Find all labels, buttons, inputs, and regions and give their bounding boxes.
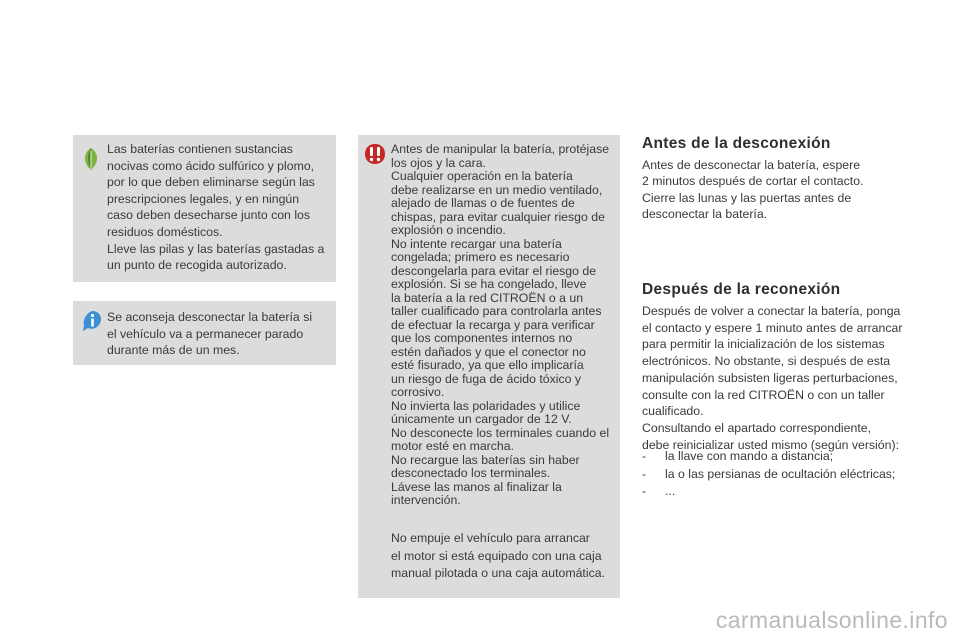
recycling-note-text: Las baterías contienen sustancias nocivas como ácido sulfúrico y plomo, por lo que deben eliminarse según las prescripciones legales, y en ningún caso deben desecharse junto con los residuos domésticos. Lleve las pilas y las baterías gastadas a un punto de recogida autorizado. bbox=[107, 142, 325, 273]
list-item bbox=[642, 448, 942, 466]
warning-note-footer: No empuje el vehículo para arrancar el motor si está equipado con una caja manual pilotada o una caja automática. bbox=[391, 531, 605, 581]
list-item-text: la llave con mando a distancia; bbox=[665, 449, 834, 463]
before-disconnection-heading: Antes de la desconexión bbox=[642, 135, 831, 152]
warning-icon bbox=[364, 143, 386, 165]
info-note-text: Se aconseja desconectar la batería si el vehículo va a permanecer parado durante más de un mes. bbox=[107, 310, 313, 358]
recycle-leaf-icon bbox=[81, 147, 101, 171]
before-disconnection-text: Antes de desconectar la batería, espere 2 minutos después de cortar el contacto. Cierre las lunas y las puertas antes de desconectar la batería. bbox=[642, 158, 864, 222]
warning-note-box bbox=[358, 135, 620, 598]
after-reconnection-heading: Después de la reconexión bbox=[642, 281, 841, 298]
warning-note-text: Antes de manipular la batería, protéjase los ojos y la cara. Cualquier operación en la batería debe realizarse en un medio ventilado, alejado de llamas o de fuentes de chispas, para evitar cualquier riesgo de explosión o incendio. No intente recargar una batería congelada; primero es necesario descongelarla para evitar el riesgo de explosión. Si se ha congelado, lleve la batería a la red CITROËN o a un taller cualificado para controlarla antes de efectuar la recarga y para verificar que los componentes internos no estén dañados y que el conector no esté fisurado, ya que ello implicaría un riesgo de fuga de ácido tóxico y corrosivo. No invierta las polaridades y utilice únicamente un cargador de 12 V. No desconecte los terminales cuando el motor esté en marcha. No recargue las baterías sin haber desconectado los terminales. Lávese las manos al finalizar la intervención. bbox=[391, 142, 610, 507]
list-item bbox=[642, 483, 942, 501]
list-item-text: la o las persianas de ocultación eléctricas; bbox=[665, 466, 896, 481]
list-dash: - bbox=[642, 484, 647, 498]
list-item-text: ... bbox=[665, 484, 676, 498]
list-item bbox=[642, 466, 942, 484]
list-dash: - bbox=[642, 466, 647, 481]
list-dash: - bbox=[642, 449, 647, 463]
watermark-link[interactable]: carmanualsonline.info bbox=[715, 607, 948, 633]
reinitialization-list bbox=[642, 448, 942, 501]
info-note-box bbox=[73, 301, 336, 365]
recycling-note-box bbox=[73, 135, 336, 282]
after-reconnection-text: Después de volver a conectar la batería, ponga el contacto y espere 1 minuto antes de arrancar para permitir la inicialización de los sistemas electrónicos. No obstante, si después de esta manipulación subsisten ligeras perturbaciones, consulte con la red CITROËN o con un taller cualificado. Consultando el apartado correspondiente, debe reinicializar usted mismo (según versión): bbox=[642, 304, 903, 452]
info-icon bbox=[82, 310, 102, 332]
